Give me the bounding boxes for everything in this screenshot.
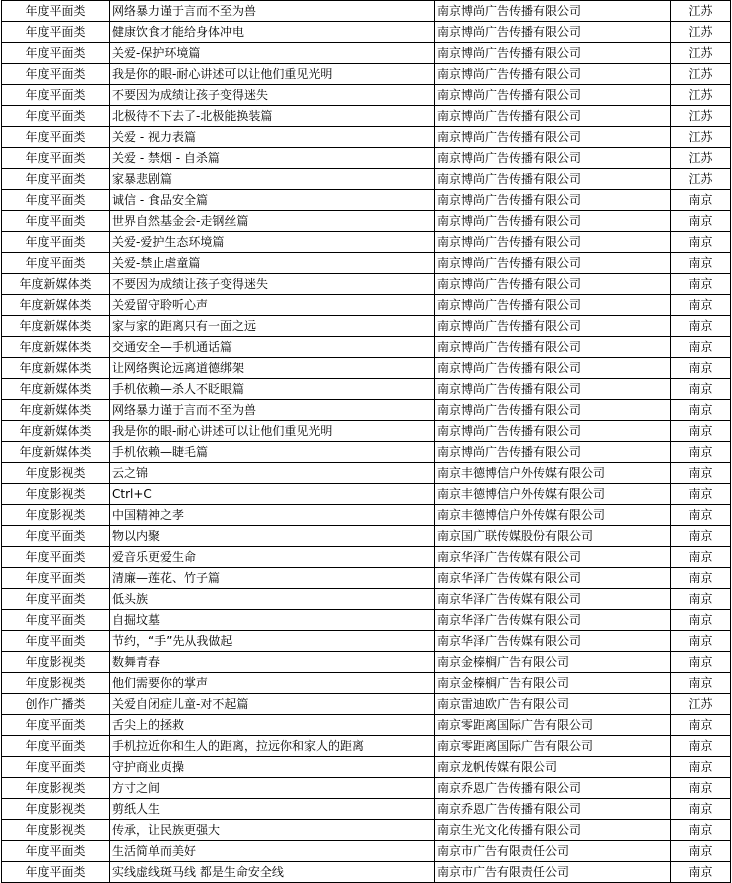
category-cell: 年度新媒体类 [2, 274, 110, 295]
table-row [2, 295, 731, 316]
work-title-cell: 关爱-禁止虐童篇 [110, 253, 435, 274]
company-cell: 南京雷迪欧广告有限公司 [435, 694, 671, 715]
company-cell: 南京博尚广告传播有限公司 [435, 106, 671, 127]
work-title-cell: 低头族 [110, 589, 435, 610]
work-title-cell: 健康饮食才能给身体冲电 [110, 22, 435, 43]
table-row [2, 106, 731, 127]
work-title-cell: 北极待不下去了-北极能换装篇 [110, 106, 435, 127]
region-cell: 南京 [671, 316, 731, 337]
work-title-cell: 我是你的眼-耐心讲述可以让他们重见光明 [110, 421, 435, 442]
company-cell: 南京博尚广告传播有限公司 [435, 421, 671, 442]
region-cell: 江苏 [671, 43, 731, 64]
table-row [2, 673, 731, 694]
work-title-cell: 手机拉近你和生人的距离，拉远你和家人的距离 [110, 736, 435, 757]
work-title-cell: 不要因为成绩让孩子变得迷失 [110, 274, 435, 295]
work-title-cell: 节约，“手”先从我做起 [110, 631, 435, 652]
region-cell: 南京 [671, 190, 731, 211]
work-title-cell: 物以内聚 [110, 526, 435, 547]
category-cell: 年度平面类 [2, 736, 110, 757]
work-title-cell: 数舞青春 [110, 652, 435, 673]
company-cell: 南京丰德博信户外传媒有限公司 [435, 463, 671, 484]
table-row [2, 22, 731, 43]
work-title-cell: 爱音乐更爱生命 [110, 547, 435, 568]
category-cell: 年度平面类 [2, 253, 110, 274]
table-row [2, 862, 731, 883]
company-cell: 南京博尚广告传播有限公司 [435, 295, 671, 316]
table-row [2, 757, 731, 778]
region-cell: 江苏 [671, 85, 731, 106]
category-cell: 年度影视类 [2, 799, 110, 820]
work-title-cell: 实线虚线斑马线 都是生命安全线 [110, 862, 435, 883]
table-row [2, 400, 731, 421]
region-cell: 江苏 [671, 127, 731, 148]
work-title-cell: 关爱-爱护生态环境篇 [110, 232, 435, 253]
work-title-cell: 关爱 - 禁烟 - 自杀篇 [110, 148, 435, 169]
table-row [2, 337, 731, 358]
table-body [2, 1, 731, 883]
company-cell: 南京丰德博信户外传媒有限公司 [435, 484, 671, 505]
category-cell: 年度平面类 [2, 169, 110, 190]
work-title-cell: 关爱 - 视力表篇 [110, 127, 435, 148]
company-cell: 南京博尚广告传播有限公司 [435, 22, 671, 43]
table-row [2, 64, 731, 85]
region-cell: 江苏 [671, 64, 731, 85]
work-title-cell: 他们需要你的掌声 [110, 673, 435, 694]
table-row [2, 631, 731, 652]
region-cell: 江苏 [671, 22, 731, 43]
company-cell: 南京博尚广告传播有限公司 [435, 274, 671, 295]
table-row [2, 610, 731, 631]
company-cell: 南京博尚广告传播有限公司 [435, 1, 671, 22]
table-row [2, 589, 731, 610]
company-cell: 南京乔恩广告传播有限公司 [435, 778, 671, 799]
region-cell: 南京 [671, 463, 731, 484]
region-cell: 南京 [671, 484, 731, 505]
category-cell: 年度平面类 [2, 85, 110, 106]
company-cell: 南京博尚广告传播有限公司 [435, 379, 671, 400]
table-row [2, 799, 731, 820]
work-title-cell: 传承，让民族更强大 [110, 820, 435, 841]
table-row [2, 505, 731, 526]
company-cell: 南京博尚广告传播有限公司 [435, 232, 671, 253]
category-cell: 年度影视类 [2, 778, 110, 799]
table-row [2, 1, 731, 22]
region-cell: 南京 [671, 400, 731, 421]
company-cell: 南京丰德博信户外传媒有限公司 [435, 505, 671, 526]
work-title-cell: 舌尖上的拯救 [110, 715, 435, 736]
table-row [2, 127, 731, 148]
work-title-cell: 我是你的眼-耐心讲述可以让他们重见光明 [110, 64, 435, 85]
table-row [2, 85, 731, 106]
work-title-cell: 关爱自闭症儿童-对不起篇 [110, 694, 435, 715]
work-title-cell: 交通安全—手机通话篇 [110, 337, 435, 358]
category-cell: 年度平面类 [2, 715, 110, 736]
region-cell: 南京 [671, 631, 731, 652]
category-cell: 年度新媒体类 [2, 400, 110, 421]
region-cell: 南京 [671, 589, 731, 610]
category-cell: 年度平面类 [2, 862, 110, 883]
region-cell: 南京 [671, 421, 731, 442]
category-cell: 年度影视类 [2, 652, 110, 673]
category-cell: 年度新媒体类 [2, 442, 110, 463]
region-cell: 南京 [671, 547, 731, 568]
company-cell: 南京龙帆传媒有限公司 [435, 757, 671, 778]
table-row [2, 148, 731, 169]
company-cell: 南京博尚广告传播有限公司 [435, 337, 671, 358]
work-title-cell: 自掘坟墓 [110, 610, 435, 631]
category-cell: 创作广播类 [2, 694, 110, 715]
table-row [2, 253, 731, 274]
region-cell: 南京 [671, 778, 731, 799]
category-cell: 年度新媒体类 [2, 358, 110, 379]
work-title-cell: 诚信 - 食品安全篇 [110, 190, 435, 211]
table-row [2, 316, 731, 337]
category-cell: 年度平面类 [2, 106, 110, 127]
region-cell: 南京 [671, 232, 731, 253]
table-row [2, 169, 731, 190]
region-cell: 南京 [671, 274, 731, 295]
company-cell: 南京博尚广告传播有限公司 [435, 253, 671, 274]
region-cell: 南京 [671, 799, 731, 820]
company-cell: 南京博尚广告传播有限公司 [435, 148, 671, 169]
company-cell: 南京博尚广告传播有限公司 [435, 316, 671, 337]
category-cell: 年度新媒体类 [2, 337, 110, 358]
category-cell: 年度平面类 [2, 190, 110, 211]
company-cell: 南京博尚广告传播有限公司 [435, 169, 671, 190]
category-cell: 年度平面类 [2, 841, 110, 862]
table-row [2, 274, 731, 295]
company-cell: 南京博尚广告传播有限公司 [435, 442, 671, 463]
table-row [2, 526, 731, 547]
table-row [2, 232, 731, 253]
category-cell: 年度平面类 [2, 757, 110, 778]
region-cell: 南京 [671, 673, 731, 694]
work-title-cell: 生活简单而美好 [110, 841, 435, 862]
work-title-cell: 世界自然基金会-走钢丝篇 [110, 211, 435, 232]
region-cell: 南京 [671, 442, 731, 463]
category-cell: 年度平面类 [2, 547, 110, 568]
work-title-cell: 云之锦 [110, 463, 435, 484]
table-row [2, 421, 731, 442]
company-cell: 南京金榛榈广告有限公司 [435, 673, 671, 694]
region-cell: 南京 [671, 253, 731, 274]
category-cell: 年度平面类 [2, 22, 110, 43]
category-cell: 年度平面类 [2, 127, 110, 148]
company-cell: 南京零距离国际广告有限公司 [435, 715, 671, 736]
category-cell: 年度平面类 [2, 43, 110, 64]
category-cell: 年度平面类 [2, 568, 110, 589]
category-cell: 年度影视类 [2, 820, 110, 841]
region-cell: 南京 [671, 358, 731, 379]
category-cell: 年度影视类 [2, 463, 110, 484]
work-title-cell: 手机依赖—睫毛篇 [110, 442, 435, 463]
category-cell: 年度平面类 [2, 232, 110, 253]
category-cell: 年度平面类 [2, 589, 110, 610]
region-cell: 南京 [671, 211, 731, 232]
region-cell: 江苏 [671, 106, 731, 127]
work-title-cell: Ctrl+C [110, 484, 435, 505]
work-title-cell: 清廉—莲花、竹子篇 [110, 568, 435, 589]
region-cell: 江苏 [671, 148, 731, 169]
company-cell: 南京生光文化传播有限公司 [435, 820, 671, 841]
work-title-cell: 家暴悲剧篇 [110, 169, 435, 190]
work-title-cell: 让网络舆论远离道德绑架 [110, 358, 435, 379]
category-cell: 年度平面类 [2, 211, 110, 232]
work-title-cell: 网络暴力谨于言而不至为兽 [110, 400, 435, 421]
region-cell: 南京 [671, 652, 731, 673]
category-cell: 年度影视类 [2, 505, 110, 526]
region-cell: 南京 [671, 841, 731, 862]
table-row [2, 547, 731, 568]
work-title-cell: 不要因为成绩让孩子变得迷失 [110, 85, 435, 106]
company-cell: 南京乔恩广告传播有限公司 [435, 799, 671, 820]
table-row [2, 778, 731, 799]
table-row [2, 463, 731, 484]
work-title-cell: 方寸之间 [110, 778, 435, 799]
table-row [2, 841, 731, 862]
company-cell: 南京华泽广告传媒有限公司 [435, 610, 671, 631]
region-cell: 南京 [671, 505, 731, 526]
category-cell: 年度平面类 [2, 64, 110, 85]
table-row [2, 211, 731, 232]
region-cell: 南京 [671, 568, 731, 589]
category-cell: 年度平面类 [2, 526, 110, 547]
category-cell: 年度新媒体类 [2, 421, 110, 442]
table-row [2, 43, 731, 64]
table-row [2, 190, 731, 211]
category-cell: 年度新媒体类 [2, 316, 110, 337]
region-cell: 南京 [671, 379, 731, 400]
company-cell: 南京博尚广告传播有限公司 [435, 400, 671, 421]
region-cell: 南京 [671, 862, 731, 883]
company-cell: 南京华泽广告传媒有限公司 [435, 589, 671, 610]
table-row [2, 820, 731, 841]
table-row [2, 379, 731, 400]
category-cell: 年度平面类 [2, 610, 110, 631]
company-cell: 南京华泽广告传媒有限公司 [435, 547, 671, 568]
company-cell: 南京博尚广告传播有限公司 [435, 358, 671, 379]
table-row [2, 442, 731, 463]
company-cell: 南京国广联传媒股份有限公司 [435, 526, 671, 547]
table-row [2, 694, 731, 715]
company-cell: 南京博尚广告传播有限公司 [435, 127, 671, 148]
table-row [2, 736, 731, 757]
category-cell: 年度影视类 [2, 673, 110, 694]
category-cell: 年度平面类 [2, 1, 110, 22]
region-cell: 南京 [671, 526, 731, 547]
work-title-cell: 剪纸人生 [110, 799, 435, 820]
region-cell: 江苏 [671, 694, 731, 715]
company-cell: 南京市广告有限责任公司 [435, 862, 671, 883]
region-cell: 江苏 [671, 1, 731, 22]
company-cell: 南京博尚广告传播有限公司 [435, 211, 671, 232]
region-cell: 南京 [671, 757, 731, 778]
work-title-cell: 中国精神之孝 [110, 505, 435, 526]
work-title-cell: 家与家的距离只有一面之远 [110, 316, 435, 337]
work-title-cell: 关爱留守聆听心声 [110, 295, 435, 316]
work-title-cell: 关爱-保护环境篇 [110, 43, 435, 64]
region-cell: 南京 [671, 736, 731, 757]
company-cell: 南京博尚广告传播有限公司 [435, 64, 671, 85]
award-entries-table [1, 0, 731, 883]
company-cell: 南京市广告有限责任公司 [435, 841, 671, 862]
region-cell: 南京 [671, 610, 731, 631]
company-cell: 南京博尚广告传播有限公司 [435, 190, 671, 211]
table-row [2, 484, 731, 505]
category-cell: 年度影视类 [2, 484, 110, 505]
category-cell: 年度平面类 [2, 631, 110, 652]
region-cell: 江苏 [671, 169, 731, 190]
company-cell: 南京华泽广告传媒有限公司 [435, 568, 671, 589]
table-row [2, 358, 731, 379]
work-title-cell: 守护商业贞操 [110, 757, 435, 778]
category-cell: 年度平面类 [2, 148, 110, 169]
table-row [2, 652, 731, 673]
work-title-cell: 手机依赖—杀人不眨眼篇 [110, 379, 435, 400]
company-cell: 南京金榛榈广告有限公司 [435, 652, 671, 673]
region-cell: 南京 [671, 715, 731, 736]
company-cell: 南京华泽广告传媒有限公司 [435, 631, 671, 652]
category-cell: 年度新媒体类 [2, 379, 110, 400]
region-cell: 南京 [671, 295, 731, 316]
company-cell: 南京博尚广告传播有限公司 [435, 43, 671, 64]
table-row [2, 715, 731, 736]
company-cell: 南京博尚广告传播有限公司 [435, 85, 671, 106]
company-cell: 南京零距离国际广告有限公司 [435, 736, 671, 757]
region-cell: 南京 [671, 820, 731, 841]
work-title-cell: 网络暴力谨于言而不至为兽 [110, 1, 435, 22]
region-cell: 南京 [671, 337, 731, 358]
table-row [2, 568, 731, 589]
category-cell: 年度新媒体类 [2, 295, 110, 316]
